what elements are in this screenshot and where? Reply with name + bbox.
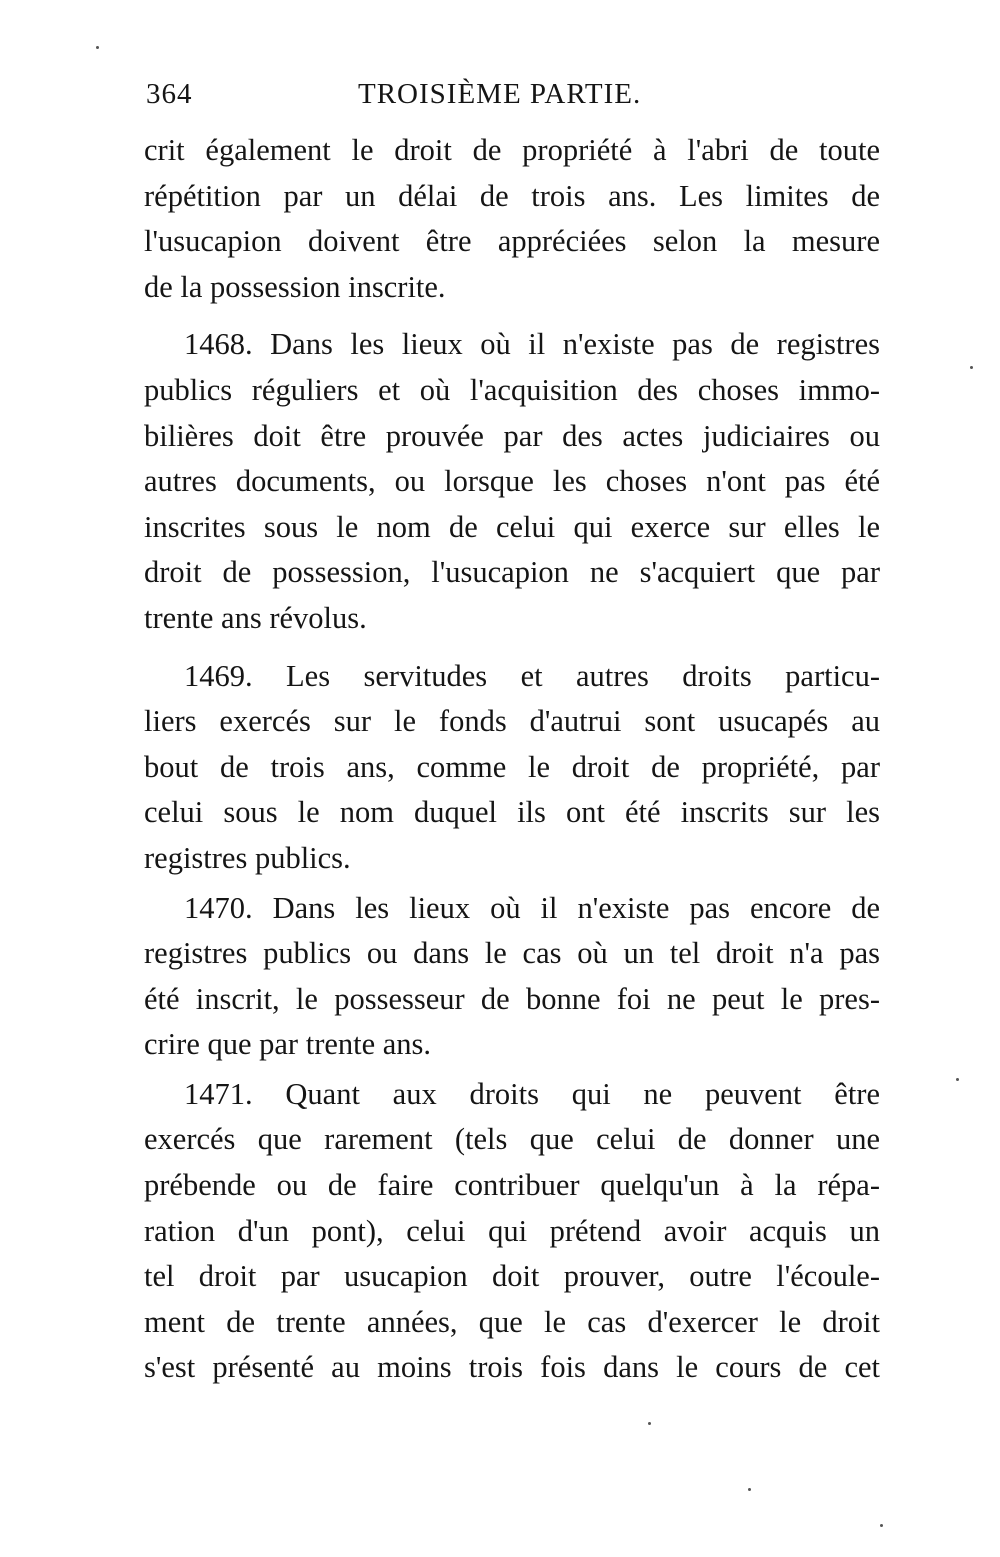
text-line: ment de trente années, que le cas d'exercer le droit (144, 1304, 880, 1339)
text-line: crit également le droit de propriété à l'abri de toute (144, 133, 880, 167)
text-line: 1471. Quant aux droits qui ne peuvent être (184, 1076, 880, 1111)
text-line: publics réguliers et où l'acquisition des choses immo- (144, 372, 880, 407)
text-line: s'est présenté au moins trois fois dans le cours de cet (144, 1350, 880, 1385)
paragraph-1470 (144, 886, 880, 1068)
paper-speck (956, 1078, 959, 1081)
text-line: registres publics. (144, 840, 351, 875)
text-line: bout de trois ans, comme le droit de propriété, par (144, 749, 880, 784)
text-line: crire que par trente ans. (144, 1027, 432, 1062)
text-line: liers exercés sur le fonds d'autrui sont usucapés au (144, 704, 880, 739)
text-line: bilières doit être prouvée par des actes judiciaires ou (144, 418, 880, 453)
text-line: registres publics ou dans le cas où un tel droit n'a pas (144, 936, 880, 971)
text-line: ration d'un pont), celui qui prétend avoir acquis un (144, 1213, 880, 1248)
running-title: TROISIÈME PARTIE. (358, 78, 642, 110)
text-line: autres documents, ou lorsque les choses n'ont pas été (144, 464, 880, 499)
paper-speck (648, 1422, 651, 1425)
text-line: exercés que rarement (tels que celui de donner une (144, 1122, 880, 1157)
page-number: 364 (146, 78, 193, 110)
paper-speck (880, 1524, 883, 1527)
text-line: été inscrit, le possesseur de bonne foi ne peut le pres- (144, 981, 880, 1016)
body-text (144, 128, 880, 1391)
text-line: de la possession inscrite. (144, 269, 446, 304)
text-line: 1469. Les servitudes et autres droits particu- (184, 658, 880, 693)
paragraph-1468 (144, 322, 880, 641)
paper-speck (970, 366, 973, 369)
paper-speck (748, 1488, 751, 1491)
text-line: droit de possession, l'usucapion ne s'acquiert que par (144, 555, 880, 590)
paragraph-continuation (144, 128, 880, 310)
text-line: 1468. Dans les lieux où il n'existe pas de registres (184, 327, 880, 362)
text-line: inscrites sous le nom de celui qui exerce sur elles le (144, 509, 880, 544)
text-line: prébende ou de faire contribuer quelqu'un à la répa- (144, 1168, 880, 1203)
text-line: répétition par un délai de trois ans. Les limites de (144, 178, 880, 213)
text-line: tel droit par usucapion doit prouver, outre l'écoule- (144, 1259, 880, 1294)
text-line: 1470. Dans les lieux où il n'existe pas encore de (184, 890, 880, 925)
paragraph-1471 (144, 1072, 880, 1391)
text-line: trente ans révolus. (144, 600, 367, 635)
text-line: celui sous le nom duquel ils ont été inscrits sur les (144, 795, 880, 830)
text-line: l'usucapion doivent être appréciées selon la mesure (144, 224, 880, 259)
paragraph-1469 (144, 654, 880, 882)
running-head (146, 78, 876, 118)
paper-speck (96, 46, 99, 49)
